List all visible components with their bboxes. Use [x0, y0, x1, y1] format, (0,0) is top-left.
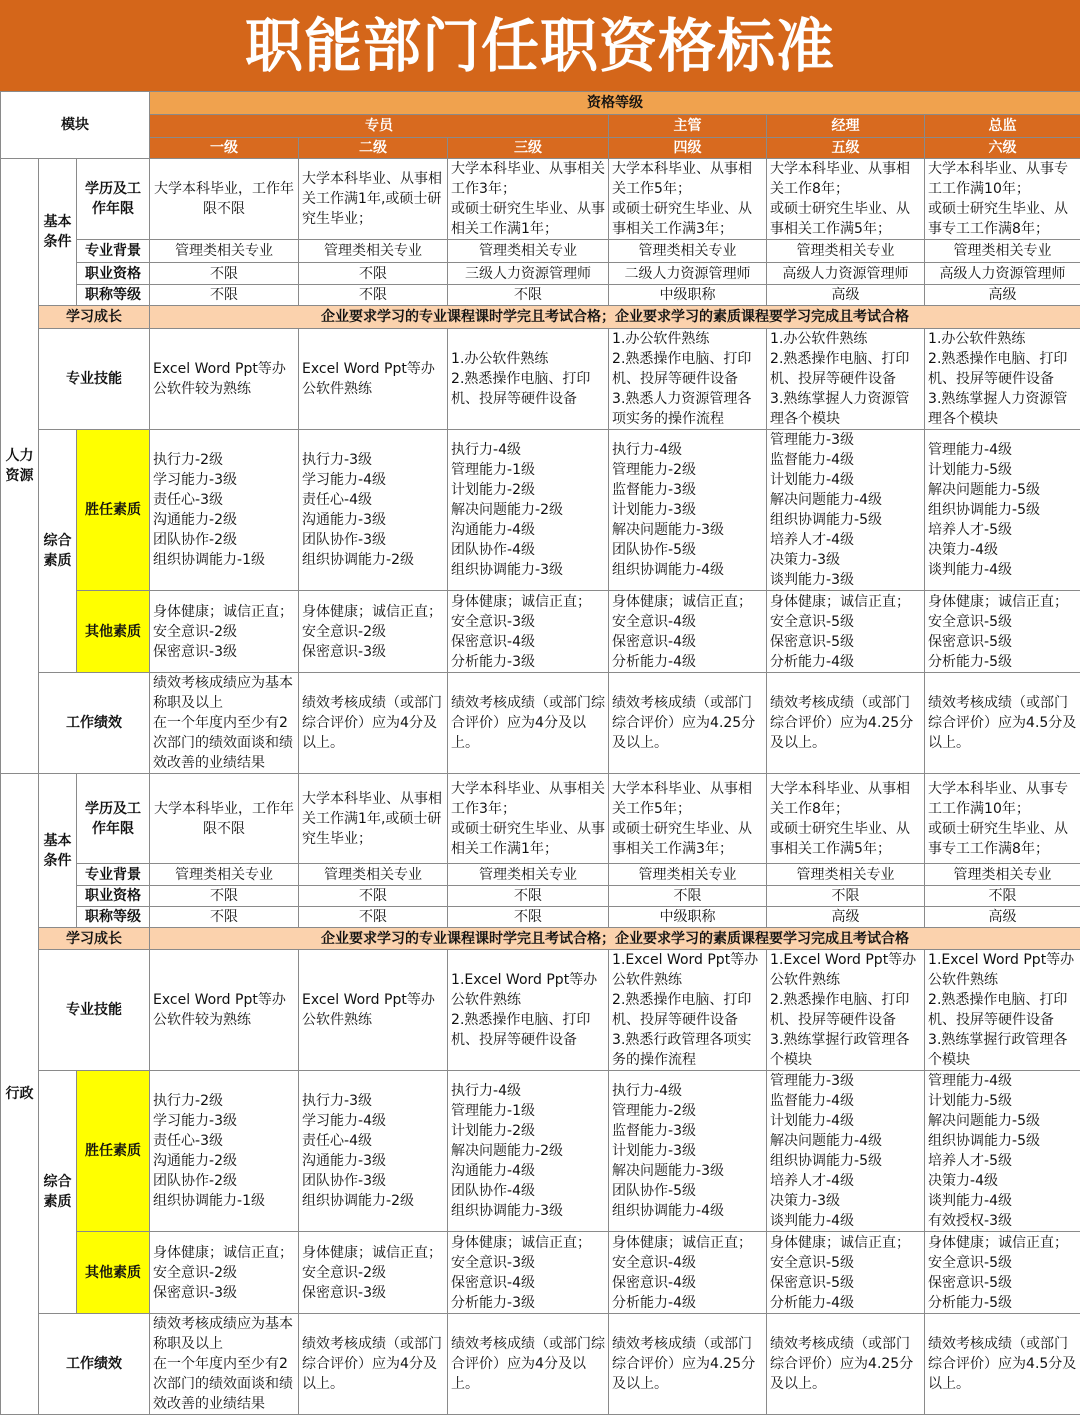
qualification-cell: 高级人力资源管理师	[925, 263, 1080, 285]
competency-label: 胜任素质	[77, 430, 150, 591]
education-cell: 大学本科毕业、从事相关工作5年； 或硕士研究生毕业、从事相关工作满3年；	[609, 159, 767, 240]
qualification-cell: 不限	[448, 886, 609, 907]
page-title: 职能部门任职资格标准	[244, 11, 835, 80]
performance-cell: 绩效考核成绩应为基本称职及以上 在一个年度内至少有2次部门的绩效面谈和绩效改善的业绩结果	[150, 1314, 299, 1415]
qualification-cell: 二级人力资源管理师	[609, 263, 767, 285]
qualification-label: 职业资格	[77, 263, 150, 285]
other-quality-cell: 身体健康；诚信正直； 安全意识-5级 保密意识-5级 分析能力-4级	[767, 1232, 925, 1314]
skills-cell: 1.办公软件熟练 2.熟悉操作电脑、打印机、投屏等硬件设备	[448, 329, 609, 430]
education-cell: 大学本科毕业、从事相关工作满1年,或硕士研究生毕业；	[299, 159, 448, 240]
learning-label: 学习成长	[39, 928, 150, 950]
performance-cell: 绩效考核成绩（或部门综合评价）应为4.5分及以上。	[925, 673, 1080, 774]
title-level-label: 职称等级	[77, 285, 150, 306]
competency-cell: 执行力-3级 学习能力-4级 责任心-4级 沟通能力-3级 团队协作-3级 组织协调能力-2级	[299, 1071, 448, 1232]
competency-cell: 管理能力-4级 计划能力-5级 解决问题能力-5级 组织协调能力-5级 培养人才-5级 决策力-4级 谈判能力-4级 有效授权-3级	[925, 1071, 1080, 1232]
title-level-cell: 中级职称	[609, 285, 767, 306]
module-header: 模块	[1, 92, 150, 159]
qualification-cell: 不限	[150, 263, 299, 285]
title-level-cell: 不限	[448, 907, 609, 928]
learning-requirement: 企业要求学习的专业课程课时学完且考试合格；企业要求学习的素质课程要学习完成且考试合格	[150, 928, 1080, 950]
title-level-cell: 高级	[925, 907, 1080, 928]
competency-cell: 执行力-4级 管理能力-2级 监督能力-3级 计划能力-3级 解决问题能力-3级 团队协作-5级 组织协调能力-4级	[609, 430, 767, 591]
other-quality-cell: 身体健康；诚信正直； 安全意识-5级 保密意识-5级 分析能力-5级	[925, 591, 1080, 673]
qualification-cell: 不限	[925, 886, 1080, 907]
education-cell: 大学本科毕业、从事专工工作满10年； 或硕士研究生毕业、从事专工工作满8年；	[925, 159, 1080, 240]
qualification-table	[0, 91, 1080, 1415]
qualification-cell: 高级人力资源管理师	[767, 263, 925, 285]
title-level-cell: 不限	[299, 907, 448, 928]
other-quality-cell: 身体健康；诚信正直； 安全意识-4级 保密意识-4级 分析能力-4级	[609, 1232, 767, 1314]
competency-cell: 执行力-4级 管理能力-1级 计划能力-2级 解决问题能力-2级 沟通能力-4级 团队协作-4级 组织协调能力-3级	[448, 430, 609, 591]
other-quality-cell: 身体健康；诚信正直； 安全意识-2级 保密意识-3级	[150, 591, 299, 673]
level-header: 二级	[299, 138, 448, 159]
competency-label: 胜任素质	[77, 1071, 150, 1232]
major-cell: 管理类相关专业	[448, 240, 609, 263]
performance-label: 工作绩效	[39, 673, 150, 774]
competency-cell: 执行力-4级 管理能力-1级 计划能力-2级 解决问题能力-2级 沟通能力-4级 团队协作-4级 组织协调能力-3级	[448, 1071, 609, 1232]
major-cell: 管理类相关专业	[299, 864, 448, 886]
competency-cell: 执行力-4级 管理能力-2级 监督能力-3级 计划能力-3级 解决问题能力-3级 团队协作-5级 组织协调能力-4级	[609, 1071, 767, 1232]
other-quality-cell: 身体健康；诚信正直； 安全意识-4级 保密意识-4级 分析能力-4级	[609, 591, 767, 673]
major-cell: 管理类相关专业	[609, 240, 767, 263]
skills-cell: 1.Excel Word Ppt等办公软件熟练 2.熟悉操作电脑、打印机、投屏等硬件设备 3.熟悉行政管理各项实务的操作流程	[609, 950, 767, 1071]
competency-cell: 管理能力-3级 监督能力-4级 计划能力-4级 解决问题能力-4级 组织协调能力-5级 培养人才-4级 决策力-3级 谈判能力-3级	[767, 430, 925, 591]
performance-cell: 绩效考核成绩（或部门综合评价）应为4.25分及以上。	[609, 1314, 767, 1415]
other-quality-cell: 身体健康；诚信正直； 安全意识-3级 保密意识-4级 分析能力-3级	[448, 1232, 609, 1314]
qualification-cell: 不限	[299, 263, 448, 285]
other-quality-cell: 身体健康；诚信正直； 安全意识-2级 保密意识-3级	[150, 1232, 299, 1314]
competency-cell: 管理能力-4级 计划能力-5级 解决问题能力-5级 组织协调能力-5级 培养人才-5级 决策力-4级 谈判能力-4级	[925, 430, 1080, 591]
learning-label: 学习成长	[39, 306, 150, 329]
basic-conditions-label: 基本 条件	[39, 159, 77, 306]
competency-cell: 执行力-2级 学习能力-3级 责任心-3级 沟通能力-2级 团队协作-2级 组织协调能力-1级	[150, 1071, 299, 1232]
section-label: 人力 资源	[1, 159, 39, 774]
performance-cell: 绩效考核成绩（或部门综合评价）应为4分及以上。	[299, 1314, 448, 1415]
other-quality-label: 其他素质	[77, 1232, 150, 1314]
major-cell: 管理类相关专业	[609, 864, 767, 886]
skills-cell: Excel Word Ppt等办公软件较为熟练	[150, 329, 299, 430]
education-cell: 大学本科毕业，工作年限不限	[150, 159, 299, 240]
education-cell: 大学本科毕业、从事相关工作8年； 或硕士研究生毕业、从事相关工作满5年；	[767, 159, 925, 240]
basic-conditions-label: 基本 条件	[39, 774, 77, 928]
education-label: 学历及工 作年限	[77, 774, 150, 864]
major-cell: 管理类相关专业	[767, 240, 925, 263]
performance-cell: 绩效考核成绩（或部门综合评价）应为4分及以上。	[448, 1314, 609, 1415]
major-cell: 管理类相关专业	[925, 240, 1080, 263]
education-cell: 大学本科毕业，工作年限不限	[150, 774, 299, 864]
qualification-cell: 不限	[299, 886, 448, 907]
learning-requirement: 企业要求学习的专业课程课时学完且考试合格；企业要求学习的素质课程要学习完成且考试合格	[150, 306, 1080, 329]
title-level-cell: 高级	[767, 285, 925, 306]
qualification-cell: 不限	[609, 886, 767, 907]
tier-header-supervisor: 主管	[609, 115, 767, 138]
level-header: 六级	[925, 138, 1080, 159]
skills-cell: 1.办公软件熟练 2.熟悉操作电脑、打印机、投屏等硬件设备 3.熟练掌握人力资源管理各个模块	[925, 329, 1080, 430]
title-level-cell: 不限	[150, 285, 299, 306]
education-cell: 大学本科毕业、从事相关工作3年； 或硕士研究生毕业、从事相关工作满1年；	[448, 774, 609, 864]
major-cell: 管理类相关专业	[150, 240, 299, 263]
comprehensive-quality-label: 综合 素质	[39, 1071, 77, 1314]
performance-cell: 绩效考核成绩（或部门综合评价）应为4.25分及以上。	[767, 1314, 925, 1415]
major-label: 专业背景	[77, 864, 150, 886]
major-cell: 管理类相关专业	[767, 864, 925, 886]
title-level-cell: 高级	[925, 285, 1080, 306]
performance-cell: 绩效考核成绩（或部门综合评价）应为4分及以上。	[448, 673, 609, 774]
education-label: 学历及工 作年限	[77, 159, 150, 240]
title-level-cell: 不限	[150, 907, 299, 928]
major-label: 专业背景	[77, 240, 150, 263]
qualification-cell: 不限	[767, 886, 925, 907]
competency-cell: 执行力-2级 学习能力-3级 责任心-3级 沟通能力-2级 团队协作-2级 组织协调能力-1级	[150, 430, 299, 591]
level-header: 五级	[767, 138, 925, 159]
skills-cell: 1.办公软件熟练 2.熟悉操作电脑、打印机、投屏等硬件设备 3.熟练掌握人力资源管理各个模块	[767, 329, 925, 430]
title-level-cell: 不限	[299, 285, 448, 306]
major-cell: 管理类相关专业	[299, 240, 448, 263]
section-label: 行政	[1, 774, 39, 1415]
performance-cell: 绩效考核成绩（或部门综合评价）应为4.25分及以上。	[767, 673, 925, 774]
performance-cell: 绩效考核成绩（或部门综合评价）应为4.5分及以上。	[925, 1314, 1080, 1415]
comprehensive-quality-label: 综合 素质	[39, 430, 77, 673]
other-quality-cell: 身体健康；诚信正直； 安全意识-3级 保密意识-4级 分析能力-3级	[448, 591, 609, 673]
skills-cell: Excel Word Ppt等办公软件较为熟练	[150, 950, 299, 1071]
education-cell: 大学本科毕业、从事专工工作满10年； 或硕士研究生毕业、从事专工工作满8年；	[925, 774, 1080, 864]
performance-cell: 绩效考核成绩（或部门综合评价）应为4.25分及以上。	[609, 673, 767, 774]
major-cell: 管理类相关专业	[925, 864, 1080, 886]
skills-cell: 1.Excel Word Ppt等办公软件熟练 2.熟悉操作电脑、打印机、投屏等硬件设备 3.熟练掌握行政管理各个模块	[925, 950, 1080, 1071]
level-header: 三级	[448, 138, 609, 159]
performance-cell: 绩效考核成绩（或部门综合评价）应为4分及以上。	[299, 673, 448, 774]
performance-cell: 绩效考核成绩应为基本称职及以上 在一个年度内至少有2次部门的绩效面谈和绩效改善的业绩结果	[150, 673, 299, 774]
title-level-cell: 不限	[448, 285, 609, 306]
title-level-label: 职称等级	[77, 907, 150, 928]
title-level-cell: 高级	[767, 907, 925, 928]
other-quality-cell: 身体健康；诚信正直； 安全意识-5级 保密意识-5级 分析能力-4级	[767, 591, 925, 673]
other-quality-cell: 身体健康；诚信正直； 安全意识-2级 保密意识-3级	[299, 591, 448, 673]
other-quality-label: 其他素质	[77, 591, 150, 673]
title-level-cell: 中级职称	[609, 907, 767, 928]
qualification-cell: 不限	[150, 886, 299, 907]
competency-cell: 执行力-3级 学习能力-4级 责任心-4级 沟通能力-3级 团队协作-3级 组织协调能力-2级	[299, 430, 448, 591]
major-cell: 管理类相关专业	[150, 864, 299, 886]
education-cell: 大学本科毕业、从事相关工作3年； 或硕士研究生毕业、从事相关工作满1年；	[448, 159, 609, 240]
education-cell: 大学本科毕业、从事相关工作8年； 或硕士研究生毕业、从事相关工作满5年；	[767, 774, 925, 864]
qualification-level-header: 资格等级	[150, 92, 1080, 115]
tier-header-manager: 经理	[767, 115, 925, 138]
education-cell: 大学本科毕业、从事相关工作满1年,或硕士研究生毕业；	[299, 774, 448, 864]
skills-label: 专业技能	[39, 950, 150, 1071]
title-banner	[0, 0, 1080, 91]
level-header: 四级	[609, 138, 767, 159]
tier-header-director: 总监	[925, 115, 1080, 138]
skills-cell: Excel Word Ppt等办公软件熟练	[299, 329, 448, 430]
qualification-cell: 三级人力资源管理师	[448, 263, 609, 285]
other-quality-cell: 身体健康；诚信正直； 安全意识-2级 保密意识-3级	[299, 1232, 448, 1314]
major-cell: 管理类相关专业	[448, 864, 609, 886]
other-quality-cell: 身体健康；诚信正直； 安全意识-5级 保密意识-5级 分析能力-5级	[925, 1232, 1080, 1314]
qualification-label: 职业资格	[77, 886, 150, 907]
skills-cell: 1.办公软件熟练 2.熟悉操作电脑、打印机、投屏等硬件设备 3.熟悉人力资源管理各项实务的操作流程	[609, 329, 767, 430]
skills-label: 专业技能	[39, 329, 150, 430]
skills-cell: 1.Excel Word Ppt等办公软件熟练 2.熟悉操作电脑、打印机、投屏等硬件设备 3.熟练掌握行政管理各个模块	[767, 950, 925, 1071]
tier-header-specialist: 专员	[150, 115, 609, 138]
performance-label: 工作绩效	[39, 1314, 150, 1415]
education-cell: 大学本科毕业、从事相关工作5年； 或硕士研究生毕业、从事相关工作满3年；	[609, 774, 767, 864]
competency-cell: 管理能力-3级 监督能力-4级 计划能力-4级 解决问题能力-4级 组织协调能力-5级 培养人才-4级 决策力-3级 谈判能力-4级	[767, 1071, 925, 1232]
skills-cell: 1.Excel Word Ppt等办公软件熟练 2.熟悉操作电脑、打印机、投屏等硬件设备	[448, 950, 609, 1071]
skills-cell: Excel Word Ppt等办公软件熟练	[299, 950, 448, 1071]
level-header: 一级	[150, 138, 299, 159]
